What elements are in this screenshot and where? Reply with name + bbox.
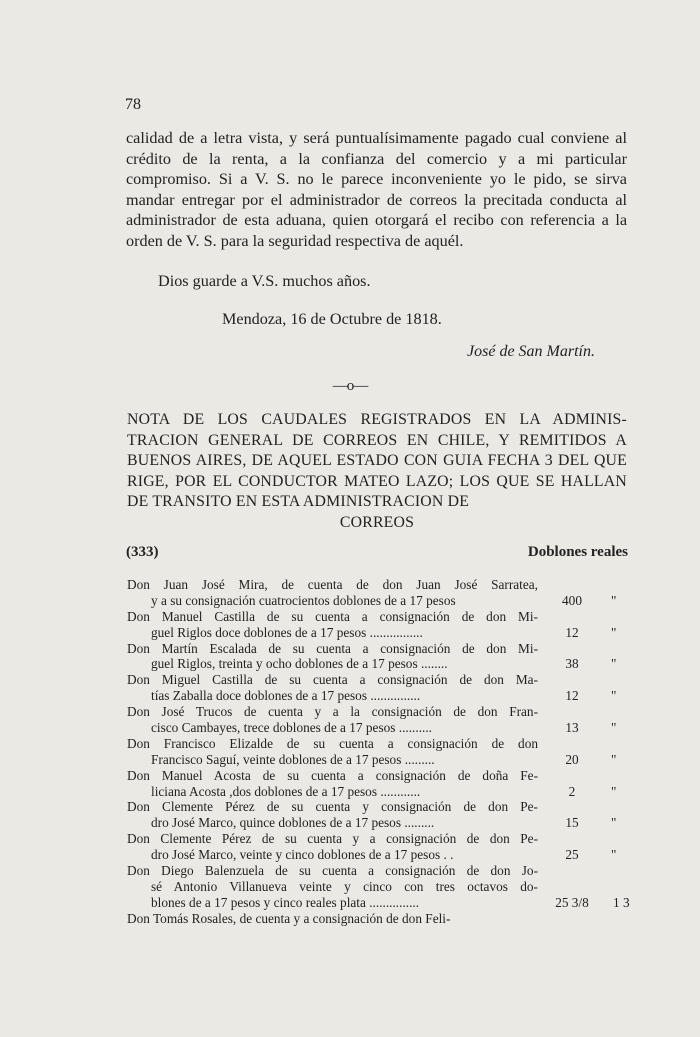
entry-line xyxy=(127,799,632,815)
ledger-entry xyxy=(127,863,632,911)
entry-ditto-mark: " xyxy=(611,720,617,736)
heading-line: TRACION GENERAL DE CORREOS EN CHILE, Y REMITIDOS xyxy=(127,431,607,449)
entry-doblones: 15 xyxy=(565,815,579,831)
entry-line xyxy=(127,656,632,672)
entry-line xyxy=(127,641,632,657)
ledger-entry xyxy=(127,911,632,927)
entry-line xyxy=(127,593,632,609)
column-header: Doblones reales xyxy=(527,544,628,560)
entry-line xyxy=(127,672,632,688)
entry-ditto-mark: " xyxy=(611,624,617,640)
entry-text: Don Manuel Acosta de su cuenta a consignación de doña Fe- xyxy=(127,767,538,783)
document-number: (333) xyxy=(126,544,159,560)
entry-doblones: 38 xyxy=(565,656,579,672)
entry-text: dro José Marco, veinte y cinco doblones de a 17 pesos . . xyxy=(151,847,454,863)
entry-ditto-mark: " xyxy=(611,656,617,672)
heading-line: DEL QUE RIGE, POR EL CONDUCTOR MATEO LAZO; LOS QUE xyxy=(127,452,628,490)
ledger-entry xyxy=(127,736,632,768)
entry-text: y a su consignación cuatrocientos doblones de a 17 pesos xyxy=(151,592,456,608)
entry-text: Don Francisco Elizalde de su cuenta a consignación de don xyxy=(127,735,538,751)
entry-doblones: 12 xyxy=(565,688,579,704)
entry-line xyxy=(127,625,632,641)
heading-line: A BUENOS AIRES, DE AQUEL ESTADO CON GUIA FECHA 3 xyxy=(127,431,627,469)
entry-text: guel Riglos, treinta y ocho doblones de a 17 pesos ........ xyxy=(151,656,448,672)
entry-text: dro José Marco, quince doblones de a 17 pesos ......... xyxy=(151,815,435,831)
entry-text: Francisco Saguí, veinte doblones de a 17 pesos ......... xyxy=(151,751,435,767)
entry-doblones: 25 3/8 xyxy=(555,894,589,910)
entry-text: Don Clemente Pérez de su cuenta y consignación de don Pe- xyxy=(127,799,538,815)
entry-line xyxy=(127,609,632,625)
entry-doblones: 25 xyxy=(565,847,579,863)
ledger-entry xyxy=(127,704,632,736)
entry-ditto-mark: " xyxy=(611,783,617,799)
ledger-entry xyxy=(127,577,632,609)
entry-text: Don Miguel Castilla de su cuenta a consignación de don Ma- xyxy=(127,672,538,688)
entry-text: blones de a 17 pesos y cinco reales plata ............... xyxy=(151,894,420,910)
entry-line xyxy=(127,847,632,863)
entry-ditto-mark: " xyxy=(611,688,617,704)
letter-paragraph: calidad de a letra vista, y será puntualísimamente pagado cual conviene al crédito de la renta, a la confianza del comercio y a mi particular compromiso. Si a V. S. no le parece inconveniente yo le pido, se sirva mandar entregar por el administrador de correos la precitada conducta al administrador de esta aduana, quien otorgará el recibo con referencia a la orden de V. S. para la seguridad respectiva de aquél. xyxy=(126,129,627,250)
entry-doblones: 2 xyxy=(568,783,576,799)
place-date: Mendoza, 16 de Octubre de 1818. xyxy=(222,310,442,328)
section-heading xyxy=(127,410,627,533)
heading-line: SE HALLAN DE TRANSITO EN ESTA ADMINISTRACION DE xyxy=(127,472,627,510)
ledger-entry xyxy=(127,799,632,831)
entry-text: liciana Acosta ,dos doblones de a 17 pesos ............ xyxy=(151,783,421,799)
entry-text: Don José Trucos de cuenta y a la consignación de don Fran- xyxy=(127,704,538,720)
entry-text: Don Diego Balenzuela de su cuenta a consignación de don Jo- xyxy=(127,863,538,879)
entry-ditto-mark: " xyxy=(611,751,617,767)
entry-reales: 1 3 xyxy=(613,894,630,910)
entry-line xyxy=(127,911,632,927)
entry-line xyxy=(127,863,632,879)
entry-line xyxy=(127,736,632,752)
entry-line xyxy=(127,577,632,593)
entry-doblones: 12 xyxy=(565,624,579,640)
letter-body xyxy=(126,128,627,252)
ledger-entry xyxy=(127,768,632,800)
entry-text: Don Tomás Rosales, de cuenta y a consignación de don Feli- xyxy=(127,910,451,926)
entry-text: tías Zaballa doce doblones de a 17 pesos ............... xyxy=(151,688,421,704)
entry-text: Don Martín Escalada de su cuenta a consignación de don Mi- xyxy=(127,640,538,656)
entry-line xyxy=(127,831,632,847)
entry-text: Don Juan José Mira, de cuenta de don Juan José Sarratea, xyxy=(127,577,538,592)
entry-text: sé Antonio Villanueva veinte y cinco con tres octavos do- xyxy=(151,878,538,894)
entry-line xyxy=(127,752,632,768)
ledger-entry xyxy=(127,831,632,863)
entry-line xyxy=(127,768,632,784)
entry-text: guel Riglos doce doblones de a 17 pesos ................ xyxy=(151,624,423,640)
ledger-entry xyxy=(127,609,632,641)
entry-ditto-mark: " xyxy=(611,815,617,831)
entry-text: Don Manuel Castilla de su cuenta a consignación de don Mi- xyxy=(127,608,538,624)
entry-line xyxy=(127,895,632,911)
entry-line xyxy=(127,704,632,720)
entry-line xyxy=(127,688,632,704)
entry-line xyxy=(127,784,632,800)
entry-text: cisco Cambayes, trece doblones de a 17 pesos .......... xyxy=(151,720,433,736)
ledger-entry xyxy=(127,641,632,673)
entry-line xyxy=(127,879,632,895)
entry-doblones: 20 xyxy=(565,751,579,767)
closing-formula: Dios guarde a V.S. muchos años. xyxy=(158,272,371,290)
signature: José de San Martín. xyxy=(467,343,595,360)
entry-ditto-mark: " xyxy=(611,592,617,608)
entry-doblones: 13 xyxy=(565,720,579,736)
entry-doblones: 400 xyxy=(562,592,582,608)
section-separator: —o— xyxy=(332,378,368,394)
ledger-entries xyxy=(127,577,632,927)
heading-line: NOTA DE LOS CAUDALES REGISTRADOS EN LA ADMINIS- xyxy=(127,411,627,428)
heading-line: CORREOS xyxy=(339,513,415,531)
entry-ditto-mark: " xyxy=(611,847,617,863)
entry-line xyxy=(127,720,632,736)
entry-text: Don Clemente Pérez de su cuenta y a consignación de don Pe- xyxy=(127,831,538,847)
page-number: 78 xyxy=(125,96,141,113)
entry-line xyxy=(127,815,632,831)
ledger-entry xyxy=(127,672,632,704)
